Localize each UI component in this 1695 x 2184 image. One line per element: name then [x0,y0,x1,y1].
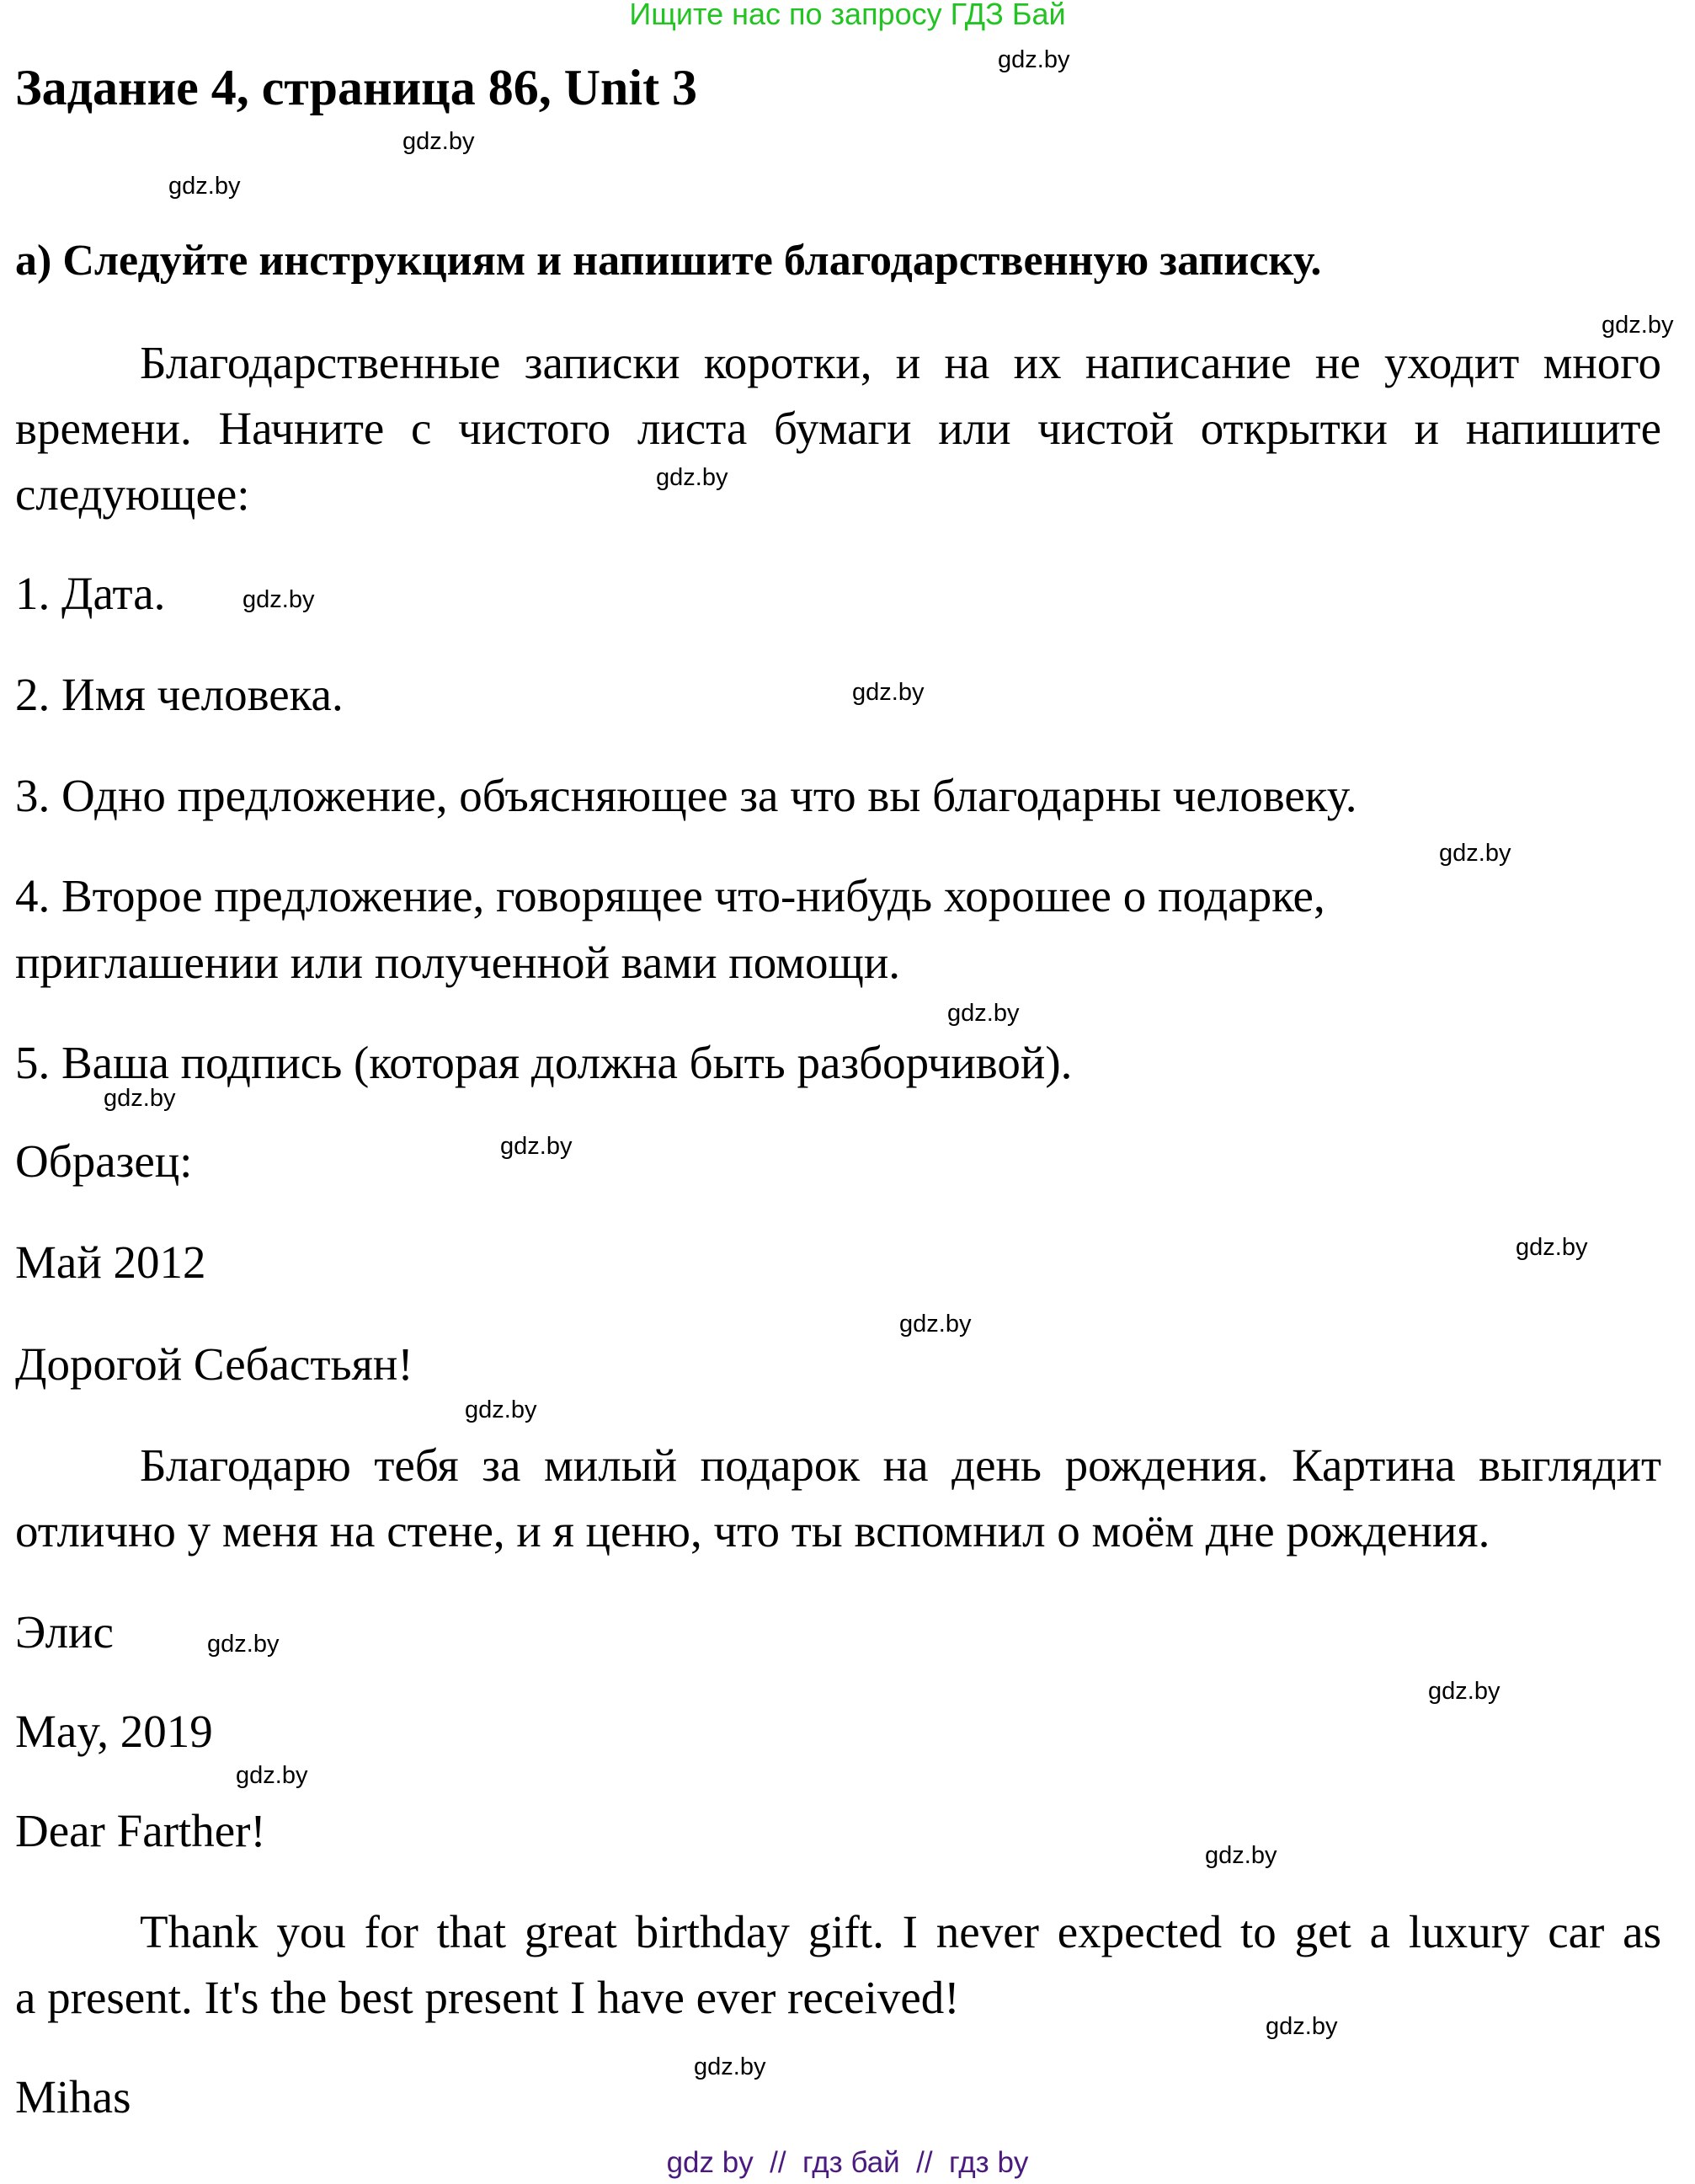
intro-line: Благодарственные записки коротки, и на их написание не уходит много [140,337,1661,388]
watermark: gdz.by [1439,840,1511,867]
sample-date: Май 2012 [15,1236,206,1288]
watermark: gdz.by [500,1133,573,1160]
watermark: gdz.by [1266,2013,1338,2040]
answer-signature: Mihas [15,2071,131,2123]
task-heading: а) Следуйте инструкциям и напишите благодарственную записку. [15,237,1322,285]
footer-links[interactable]: gdz by // гдз бай // гдз by [666,2146,1029,2179]
intro-line: следующее: [15,468,250,520]
step-item: 5. Ваша подпись (которая должна быть разборчивой). [15,1037,1073,1088]
watermark: gdz.by [243,586,315,613]
watermark: gdz.by [1428,1678,1500,1705]
watermark: gdz.by [1516,1234,1588,1261]
watermark: gdz.by [207,1631,280,1658]
answer-body-line: Thank you for that great birthday gift. I never expected to get a luxury car as [140,1906,1661,1957]
watermark: gdz.by [852,679,925,706]
watermark: gdz.by [998,46,1070,73]
step-item: 4. Второе предложение, говорящее что-нибудь хорошее о подарке, [15,870,1325,921]
intro-line: времени. Начните с чистого листа бумаги или чистой открытки и напишите [15,403,1661,454]
sample-signature: Элис [15,1606,114,1658]
watermark: gdz.by [656,464,728,491]
watermark: gdz.by [1602,312,1674,339]
watermark: gdz.by [694,2053,766,2080]
watermark: gdz.by [236,1762,308,1789]
answer-date: May, 2019 [15,1706,213,1757]
sample-label: Образец: [15,1135,193,1187]
step-item: 3. Одно предложение, объясняющее за что вы благодарны человеку. [15,770,1357,821]
step-item: 2. Имя человека. [15,669,344,720]
page-title: Задание 4, страница 86, Unit 3 [15,60,698,115]
watermark: gdz.by [899,1311,972,1338]
sample-body-line: Благодарю тебя за милый подарок на день рождения. Картина выглядит [140,1439,1661,1491]
watermark: gdz.by [1205,1842,1277,1869]
sample-greeting: Дорогой Себастьян! [15,1338,413,1390]
answer-body-line: a present. It's the best present I have ever received! [15,1972,960,2023]
watermark: gdz.by [402,128,475,155]
step-item: 1. Дата. [15,568,166,619]
step-item: приглашении или полученной вами помощи. [15,937,901,988]
answer-greeting: Dear Farther! [15,1805,266,1856]
search-banner: Ищите нас по запросу ГДЗ Бай [629,0,1066,31]
sample-body-line: отлично у меня на стене, и я ценю, что ты вспомнил о моём дне рождения. [15,1505,1490,1557]
watermark: gdz.by [465,1396,537,1423]
watermark: gdz.by [104,1085,176,1112]
watermark: gdz.by [947,1000,1020,1027]
watermark: gdz.by [168,173,241,200]
